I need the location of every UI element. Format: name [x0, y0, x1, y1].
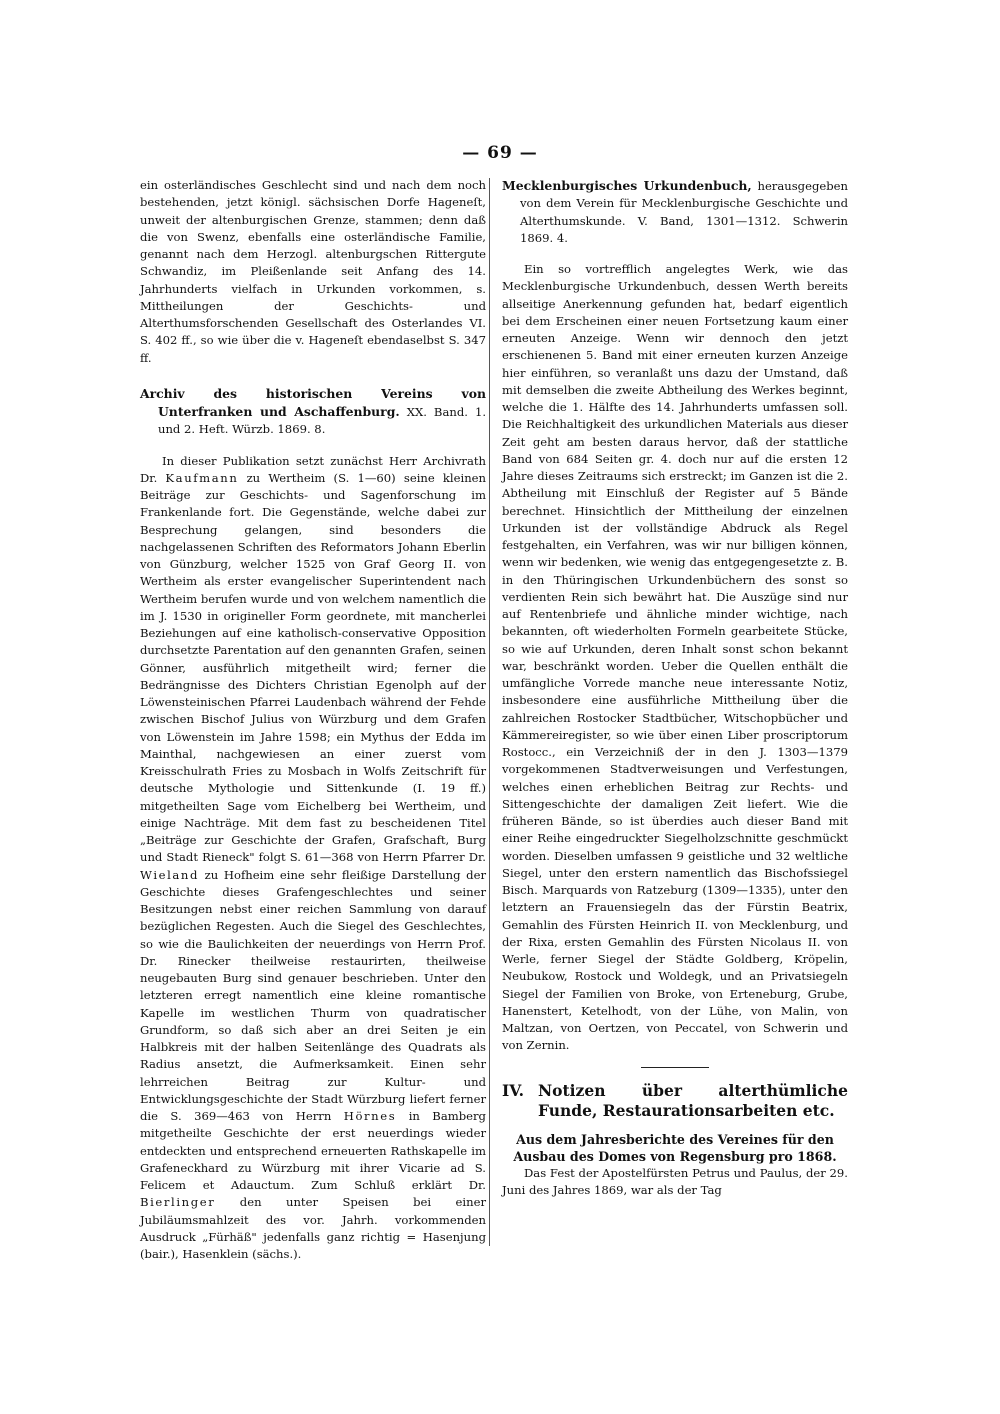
name-wieland: Wieland	[140, 867, 199, 882]
archiv-review-paragraph	[140, 453, 486, 1264]
section-roman-numeral: IV.	[502, 1080, 524, 1100]
regensburg-paragraph: Das Fest der Apostelfürsten Petrus und Paulus, der 29. Juni des Jahres 1869, war als der Tag	[502, 1165, 848, 1197]
continuation-paragraph: ein osterländisches Geschlecht sind und nach dem noch bestehenden, jetzt königl. sächsischen Dorfe Hageneſt, unweit der altenburgischen Grenze, stammen; denn daß die von Swenz, ebenfalls eine osterländische Familie, genannt nach dem Herzogl. altenburgschen Rittergute Schwandiz, im Pleißenlande seit Anfang des 14. Jahrhunderts vielfach in Urkunden vorkommen, s. Mittheilungen der Geschichts- und Alterthumsforschenden Gesellschaft des Osterlandes VI. S. 402 ff., so wie über die v. Hageneſt ebendaselbst S. 347 ff.	[140, 178, 486, 365]
archiv-text-5: den unter Speisen bei einer Jubiläumsmahlzeit des vor. Jahrh. vorkommenden Ausdruck „Fürhäß" jedenfalls ganz richtig = Hasenjung (bair.), Hasenklein (sächs.).	[140, 1195, 486, 1261]
page-number: — 69 —	[462, 143, 538, 163]
archiv-text-3: zu Hofheim eine sehr fleißige Darstellung der Geschichte dieses Grafengeschlechtes und seiner Besitzungen nebst einer reichen Sammlung von darauf bezüglichen Regesten. Auch die Siegel des Geschlechtes, so wie die Baulichkeiten der neuerdings von Herrn Prof. Dr. Rinecker theilweise restaurirten, theilweise neugebauten Burg sind genauer beschrieben. Unter den letzteren erregt namentlich eine kleine romantische Kapelle im westlichen Thurm von quadratischer Grundform, so daß sich aber an drei Seiten je ein Halbkreis mit der halben Seitenlänge des Quadrats als Radius ansetzt, die Aufmerksamkeit. Einen sehr lehrreichen Beitrag zur Kultur- und Entwicklungsgeschichte der Stadt Würzburg liefert ferner die S. 369—463 von Herrn	[140, 867, 487, 1123]
archiv-entry-heading	[140, 385, 486, 439]
column-divider	[489, 178, 490, 1246]
archiv-text-1: In dieser Publikation setzt zunächst Herr Archivrath Dr.	[140, 453, 486, 485]
section-heading	[502, 1081, 848, 1121]
archiv-text-4: in Bamberg mitgetheilte Geschichte der erst neuerdings wieder entdeckten und entsprechend erneuerten Rathskapelle im Grafeneckhard zu Würzburg mit ihrer Vicarie ad S. Felicem et Adauctum. Zum Schluß erklärt Dr.	[140, 1109, 486, 1192]
right-column	[502, 177, 848, 1199]
section-separator-rule	[641, 1067, 709, 1068]
name-hoernes: Hörnes	[343, 1109, 397, 1123]
name-kaufmann: Kaufmann	[165, 470, 239, 485]
urkundenbuch-entry-heading	[502, 177, 848, 247]
section-title: Notizen über alterthümliche Funde, Restaurationsarbeiten etc.	[538, 1080, 848, 1120]
name-bierlinger: Bierlinger	[140, 1195, 216, 1210]
archiv-entry-title: Archiv des historischen Vereins von Unterfranken und Aschaffenburg.	[140, 385, 486, 419]
archiv-text-2: zu Wertheim (S. 1—60) seine kleinen Beiträge zur Geschichts- und Sagenforschung im Frankenlande fort. Die Gegenstände, welche dabei zur Besprechung gelangen, sind besonders die nachgelassenen Schriften des Reformators Johann Eberlin von Günzburg, welcher 1525 von Graf Georg II. von Wertheim als erster evangelischer Superintendent nach Wertheim berufen wurde und von welchem namentlich die im J. 1530 in origineller Form geordnete, mit mancherlei Beziehungen auf eine katholisch-conservative Opposition durchsetzte Parentation auf den genannten Grafen, seinen Gönner, ausführlich mitgetheilt wird; ferner die Bedrängnisse des Dichters Christian Egenolph auf der Löwensteinischen Pfarrei Laudenbach während der Fehde zwischen Bischof Julius von Würzburg und dem Grafen von Löwenstein im Jahre 1598; ein Mythus der Edda im Mainthal, nachgewiesen an einer zuerst vom Kreisschulrath Fries zu Mosbach in Wolfs Zeitschrift für deutsche Mythologie und Sittenkunde (I. 19 ff.) mitgetheilten Sage vom Eichelberg bei Wertheim, und einige Nachträge. Mit dem fast zu bescheidenen Titel „Beiträge zur Geschichte der Grafen, Grafschaft, Burg und Stadt Rieneck" folgt S. 61—368 von Herrn Pfarrer Dr.	[140, 470, 486, 865]
urkundenbuch-entry-title: Mecklenburgisches Urkundenbuch,	[502, 178, 752, 193]
archiv-entry-details: XX. Band. 1. und 2. Heft. Würzb. 1869. 8.	[158, 405, 486, 437]
urkundenbuch-review-paragraph: Ein so vortrefflich angelegtes Werk, wie das Mecklenburgische Urkundenbuch, dessen Werth bereits allseitige Anerkennung gefunden hat, bedarf eigentlich bei dem Erscheinen einer neuen Fortsetzung kaum einer erneuten Anzeige. Wenn wir dennoch den jetzt erschienenen 5. Band mit einer erneuten kurzen Anzeige hier einführen, so veranlaßt uns dazu der Umstand, daß mit demselben die zweite Abtheilung des Werkes beginnt, welche die 1. Hälfte des 14. Jahrhunderts umfassen soll. Die Reichhaltigkeit des urkundlichen Materials aus dieser Zeit geht am besten daraus hervor, daß der stattliche Band von 684 Seiten gr. 4. doch nur auf die ersten 12 Jahre dieses Zeitraums sich erstreckt; im Ganzen ist die 2. Abtheilung mit Einschluß der Register auf 5 Bände berechnet. Hinsichtlich der Mittheilung der einzelnen Urkunden ist der vollständige Abdruck als Regel festgehalten, ein Verfahren, was wir nur billigen können, wenn wir bedenken, wie wenig das entgegengesetzte z. B. in den Thüringischen Urkundenbüchern des sonst so verdienten Rein sich bewährt hat. Die Auszüge sind nur auf Rentenbriefe und ähnliche minder wichtige, nach bekannten, oft wiederholten Formeln gearbeitete Stücke, so wie auf Urkunden, deren Inhalt sonst schon bekannt war, beschränkt worden. Ueber die Quellen enthält die umfängliche Vorrede manche neue interessante Notiz, insbesondere eine ausführliche Mittheilung über die zahlreichen Rostocker Stadtbücher, Witschopbücher und Kämmereiregister, so wie über einen Liber proscriptorum Rostocc., ein Verzeichniß der in den J. 1303—1379 vorgekommenen Stadtverweisungen und Verfestungen, welches einen erheblichen Beitrag zur Rechts- und Sittengeschichte der damaligen Zeit liefert. Wie die früheren Bände, so ist überdies auch dieser Band mit einer Reihe eingedruckter Siegelholzschnitte geschmückt worden. Dieselben umfassen 9 geistliche und 32 weltliche Siegel, unter den erstern namentlich das Bischofssiegel Bisch. Marquards von Ratzeburg (1309—1335), unter den letztern an Frauensiegeln das der Fürstin Beatrix, Gemahlin des Fürsten Heinrich II. von Mecklenburg, und der Rixa, ersten Gemahlin des Fürsten Nicolaus II. von Werle, ferner Siegel der Städte Goldberg, Kröpelin, Neubukow, Rostock und Woldegk, und an Privatsiegeln Siegel der Familien von Broke, von Erteneburg, Grube, Hanenstert, Ketelhodt, von der Lühe, von Malin, von Maltzan, von Oertzen, von Peccatel, von Schwerin und von Zernin.	[502, 262, 848, 1053]
regensburg-subheading: Aus dem Jahresberichte des Vereines für den Ausbau des Domes von Regensburg pro 1868.	[513, 1131, 837, 1164]
urkundenbuch-entry-details: herausgegeben von dem Verein für Mecklenburgische Geschichte und Alterthumskunde. V. Band, 1301—1312. Schwerin 1869. 4.	[520, 179, 848, 245]
left-column	[140, 177, 486, 1263]
